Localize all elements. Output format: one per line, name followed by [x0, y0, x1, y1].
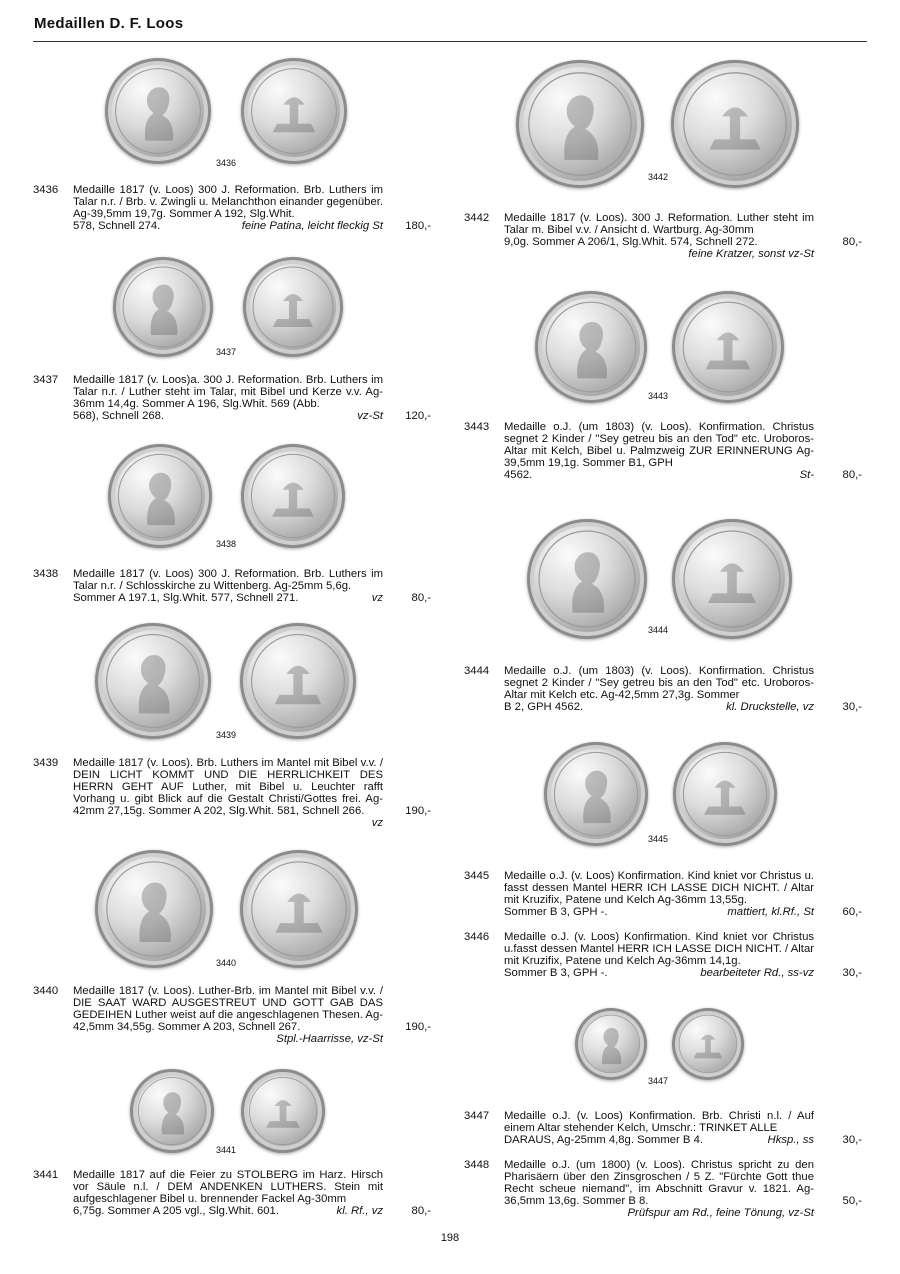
lot-condition: bearbeiteter Rd., ss-vz [700, 967, 814, 979]
lot-description-end: Sommer B 3, GPH -. [504, 967, 608, 979]
coin-relief-graphic [243, 257, 343, 357]
lot-3436 [33, 58, 431, 232]
lot-3444 [464, 519, 862, 713]
coin-relief-graphic [516, 60, 644, 188]
coin-relief-graphic [95, 623, 211, 739]
lot-number: 3446 [464, 931, 490, 943]
lot-description-end: Sommer A 197.1, Slg.Whit. 577, Schnell 271. [73, 592, 299, 604]
coin-reverse-image [241, 1069, 325, 1153]
lot-price: 80,- [842, 469, 862, 481]
lot-3446 [464, 931, 862, 979]
lot-description: Medaille 1817 (v. Loos)a. 300 J. Reformation. Brb. Luthers im Talar n.r. / Luther steht im Talar, mit Bibel und Kerze v.v. Ag-36mm 14,4g. Sommer A 196, Slg.Whit. 569 (Abb. [73, 374, 383, 410]
lot-number: 3441 [33, 1169, 59, 1181]
lot-condition: mattiert, kl.Rf., St [727, 906, 814, 918]
lot-description: Medaille 1817 auf die Feier zu STOLBERG im Harz. Hirsch vor Säule n.l. / DEM ANDENKEN LUTHERS. Stein mit aufgeschlagener Bibel u. brennender Fackel Ag-30mm [73, 1169, 383, 1205]
coin-relief-graphic [527, 519, 647, 639]
lot-condition: vz-St [357, 410, 383, 422]
lot-price: 190,- [405, 1021, 431, 1033]
lot-description-end: 578, Schnell 274. [73, 220, 161, 232]
lot-description-end: DARAUS, Ag-25mm 4,8g. Sommer B 4. [504, 1134, 704, 1146]
coin-relief-graphic [544, 742, 648, 846]
lot-description: Medaille o.J. (v. Loos) Konfirmation. Brb. Christi n.l. / Auf einem Altar stehender Kelch, Umschr.: TRINKET ALLE [504, 1110, 814, 1134]
lot-number: 3448 [464, 1159, 490, 1171]
coin-obverse-image [527, 519, 647, 639]
coin-obverse-image [575, 1008, 647, 1080]
coin-number-label: 3438 [216, 539, 237, 549]
coin-relief-graphic [130, 1069, 214, 1153]
lot-3437 [33, 255, 431, 422]
coin-number-label: 3445 [648, 834, 669, 844]
coin-reverse-image [243, 257, 343, 357]
lot-price: 190,- [405, 805, 431, 817]
lot-price: 60,- [842, 906, 862, 918]
lot-description: Medaille o.J. (um 1803) (v. Loos). Konfirmation. Christus segnet 2 Kinder / "Sey getreu bis an den Tod" etc. Uroboros-Altar mit Kelch etc. Ag-42,5mm 27,3g. Sommer [504, 665, 814, 701]
lot-price: 30,- [842, 1134, 862, 1146]
coin-reverse-image [671, 60, 799, 188]
coin-reverse-image [240, 850, 358, 968]
coin-relief-graphic [575, 1008, 647, 1080]
lot-condition: Prüfspur am Rd., feine Tönung, vz-St [627, 1207, 814, 1219]
lot-number: 3439 [33, 757, 59, 769]
coin-relief-graphic [95, 850, 213, 968]
lot-3447 [464, 1006, 862, 1146]
lot-condition: feine Patina, leicht fleckig St [241, 220, 383, 232]
lot-description-end: 9,0g. Sommer A 206/1, Slg.Whit. 574, Schnell 272. [504, 236, 758, 248]
lot-condition: Hksp., ss [767, 1134, 814, 1146]
coin-relief-graphic [672, 519, 792, 639]
coin-relief-graphic [240, 623, 356, 739]
lot-price: 180,- [405, 220, 431, 232]
coin-obverse-image [95, 623, 211, 739]
lot-condition: Stpl.-Haarrisse, vz-St [276, 1033, 383, 1045]
coin-obverse-image [535, 291, 647, 403]
lot-description: Medaille 1817 (v. Loos). Brb. Luthers im Mantel mit Bibel v.v. / DEIN LICHT KOMMT UND DIE HERRLICHKEIT DES HERRN GEHT AUF Luther, mit Bibel u. Leuchter rafft Vorhang u. gibt Blick auf die Gestalt Christi/Gottes frei. Ag-42mm 27,15g. Sommer A 202, Slg.Whit. 581, Schnell 266. [73, 757, 383, 817]
lot-price: 120,- [405, 410, 431, 422]
lot-description: Medaille 1817 (v. Loos). Luther-Brb. im Mantel mit Bibel v.v. / DIE SAAT WARD AUSGESTREUT UND GOTT GAB DAS GEDEIHEN Luther weist auf die angeschlagenen Thesen. Ag-42,5mm 34,55g. Sommer A 203, Schnell 267. [73, 985, 384, 1033]
coin-relief-graphic [535, 291, 647, 403]
lot-3448 [464, 1159, 862, 1219]
coin-relief-graphic [240, 850, 358, 968]
lot-price: 80,- [842, 236, 862, 248]
lot-price: 30,- [842, 967, 862, 979]
coin-number-label: 3441 [216, 1145, 237, 1155]
coin-number-label: 3439 [216, 730, 237, 740]
lot-number: 3442 [464, 212, 490, 224]
lot-description-end: 568), Schnell 268. [73, 410, 165, 422]
lot-3443 [464, 291, 862, 481]
coin-number-label: 3437 [216, 347, 237, 357]
lot-description: Medaille 1817 (v. Loos) 300 J. Reformation. Brb. Luthers im Talar n.r. / Schlosskirche zu Wittenberg. Ag-25mm 5,6g. [73, 568, 383, 592]
lot-description: Medaille 1817 (v. Loos). 300 J. Reformation. Luther steht im Talar m. Bibel v.v. / Ansicht d. Wartburg. Ag-30mm [504, 212, 814, 236]
header-rule [33, 41, 867, 42]
lot-number: 3436 [33, 184, 59, 196]
coin-number-label: 3444 [648, 625, 669, 635]
lot-3438 [33, 442, 431, 604]
lot-number: 3445 [464, 870, 490, 882]
coin-number-label: 3447 [648, 1076, 669, 1086]
lot-condition: vz [371, 592, 383, 604]
lot-number: 3447 [464, 1110, 490, 1122]
lot-3440 [33, 850, 431, 1045]
lot-number: 3437 [33, 374, 59, 386]
lot-description: Medaille o.J. (v. Loos) Konfirmation. Kind kniet vor Christus u.fasst dessen Mantel HERR ICH LASSE DICH NICHT. / Altar mit Kruzifix, Patene und Kelch Ag-36mm 14,1g. [504, 931, 814, 967]
coin-relief-graphic [671, 60, 799, 188]
page-number: 198 [440, 1232, 460, 1244]
lot-number: 3440 [33, 985, 59, 997]
coin-obverse-image [108, 444, 212, 548]
lot-description-end: B 2, GPH 4562. [504, 701, 584, 713]
coin-reverse-image [672, 291, 784, 403]
lot-price: 80,- [411, 592, 431, 604]
coin-reverse-image [673, 742, 777, 846]
lot-3442 [464, 58, 862, 260]
coin-relief-graphic [673, 742, 777, 846]
lot-description-end: 4562. [504, 469, 533, 481]
lot-3445 [464, 742, 862, 918]
coin-obverse-image [105, 58, 211, 164]
lot-price: 30,- [842, 701, 862, 713]
coin-reverse-image [241, 58, 347, 164]
lot-condition: St- [799, 469, 814, 481]
lot-description-end: Sommer B 3, GPH -. [504, 906, 608, 918]
coin-reverse-image [672, 519, 792, 639]
coin-reverse-image [240, 623, 356, 739]
lot-description: Medaille 1817 (v. Loos) 300 J. Reformation. Brb. Luthers im Talar n.r. / Brb. v. Zwingli u. Melanchthon einander gegenüber. Ag-39,5mm 19,7g. Sommer A 192, Slg.Whit. [73, 184, 384, 220]
lot-description: Medaille o.J. (um 1803) (v. Loos). Konfirmation. Christus segnet 2 Kinder / "Sey getreu bis an den Tod" etc. Uroboros-Altar mit Kelch, Bibel u. Palmzweig ZUR ERINNERUNG Ag-39,5mm 19,1g. Sommer B1, GPH [504, 421, 814, 469]
coin-relief-graphic [113, 257, 213, 357]
lot-description-end: 6,75g. Sommer A 205 vgl., Slg.Whit. 601. [73, 1205, 279, 1217]
coin-relief-graphic [672, 1008, 744, 1080]
lot-3441 [33, 1067, 431, 1217]
coin-relief-graphic [241, 444, 345, 548]
coin-number-label: 3443 [648, 391, 669, 401]
coin-relief-graphic [105, 58, 211, 164]
page-header: Medaillen D. F. Loos [34, 15, 184, 32]
lot-condition: kl. Rf., vz [336, 1205, 383, 1217]
lot-price: 80,- [411, 1205, 431, 1217]
coin-reverse-image [672, 1008, 744, 1080]
coin-obverse-image [516, 60, 644, 188]
lot-condition: feine Kratzer, sonst vz-St [688, 248, 814, 260]
coin-relief-graphic [241, 1069, 325, 1153]
coin-relief-graphic [672, 291, 784, 403]
coin-obverse-image [544, 742, 648, 846]
lot-number: 3438 [33, 568, 59, 580]
lot-3439 [33, 623, 431, 829]
coin-obverse-image [113, 257, 213, 357]
lot-description: Medaille o.J. (v. Loos) Konfirmation. Kind kniet vor Christus u. fasst dessen Mantel HERR ICH LASSE DICH NICHT. / Altar mit Kruzifix, Patene und Kelch Ag-36mm 13,55g. [504, 870, 814, 906]
coin-reverse-image [241, 444, 345, 548]
coin-obverse-image [95, 850, 213, 968]
lot-number: 3444 [464, 665, 490, 677]
coin-number-label: 3440 [216, 958, 237, 968]
lot-number: 3443 [464, 421, 490, 433]
lot-price: 50,- [842, 1195, 862, 1207]
coin-number-label: 3442 [648, 172, 669, 182]
lot-condition: vz [371, 817, 383, 829]
lot-condition: kl. Druckstelle, vz [726, 701, 814, 713]
coin-number-label: 3436 [216, 158, 237, 168]
coin-obverse-image [130, 1069, 214, 1153]
coin-relief-graphic [108, 444, 212, 548]
lot-description: Medaille o.J. (um 1800) (v. Loos). Christus spricht zu den Pharisäern über den Zinsgroschen / 5 Z. "Fürchte Gott thue Recht scheue niemand", im Abschnitt Gravur v. 1821. Ag-36,5mm 13,6g. Sommer B 8. [504, 1159, 814, 1207]
coin-relief-graphic [241, 58, 347, 164]
